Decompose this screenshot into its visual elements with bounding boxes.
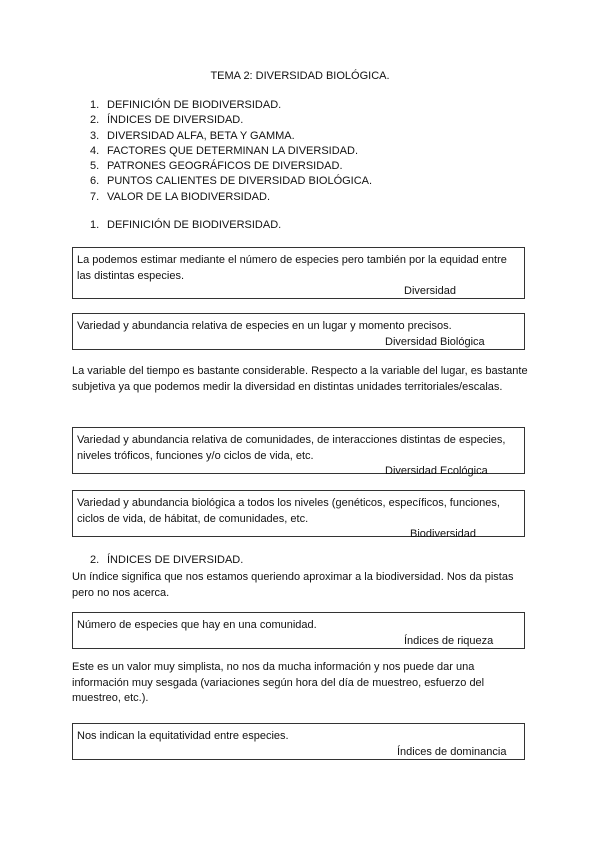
definition-term: Índices de dominancia xyxy=(397,745,507,758)
toc-item: 4. FACTORES QUE DETERMINAN LA DIVERSIDAD. xyxy=(90,144,359,157)
toc-item: 7. VALOR DE LA BIODIVERSIDAD. xyxy=(90,190,271,203)
section-heading-1: 1. DEFINICIÓN DE BIODIVERSIDAD. xyxy=(90,219,282,231)
toc-item: 3. DIVERSIDAD ALFA, BETA Y GAMMA. xyxy=(90,129,295,142)
definition-term: Diversidad xyxy=(404,285,456,297)
document-title: TEMA 2: DIVERSIDAD BIOLÓGICA. xyxy=(210,70,390,82)
section-heading-2: 2. ÍNDICES DE DIVERSIDAD. xyxy=(90,554,244,566)
paragraph: Un índice significa que nos estamos queriendo aproximar a la biodiversidad. Nos da pistas pero no nos acerca. xyxy=(72,571,514,599)
definition-term: Diversidad Biológica xyxy=(385,335,485,348)
paragraph: La variable del tiempo es bastante considerable. Respecto a la variable del lugar, es bastante subjetiva ya que podemos medir la diversidad en distintas unidades territoriales/escalas. xyxy=(72,365,528,393)
definition-text: Número de especies que hay en una comunidad. xyxy=(77,619,317,631)
definition-box-diversidad-ecologica xyxy=(72,427,525,477)
table-of-contents xyxy=(90,98,372,205)
definition-box-biodiversidad xyxy=(72,490,525,540)
definition-text: La podemos estimar mediante el número de especies pero también por la equidad entre las distintas especies. xyxy=(77,254,507,282)
definition-box-indices-riqueza xyxy=(72,612,525,649)
toc-item: 1. DEFINICIÓN DE BIODIVERSIDAD. xyxy=(90,99,282,111)
definition-text: Variedad y abundancia biológica a todos los niveles (genéticos, específicos, funciones, ciclos de vida, de hábitat, de comunidades, etc. xyxy=(77,497,500,525)
definition-box-diversidad xyxy=(72,247,525,299)
toc-item: 2. ÍNDICES DE DIVERSIDAD. xyxy=(90,114,244,127)
definition-term: Biodiversidad xyxy=(410,528,477,540)
definition-text: Variedad y abundancia relativa de comunidades, de interacciones distintas de especies, niveles tróficos, funciones y/o ciclos de vida, etc. xyxy=(77,434,506,462)
paragraph: Este es un valor muy simplista, no nos da mucha información y nos puede dar una información muy sesgada (variaciones según hora del día de muestreo, esfuerzo del muestreo, etc.). xyxy=(72,661,485,704)
toc-item: 6. PUNTOS CALIENTES DE DIVERSIDAD BIOLÓGICA. xyxy=(90,175,373,188)
definition-text: Variedad y abundancia relativa de especies en un lugar y momento precisos. xyxy=(77,320,452,332)
definition-box-indices-dominancia xyxy=(72,723,525,760)
toc-item: 5. PATRONES GEOGRÁFICOS DE DIVERSIDAD. xyxy=(90,160,343,173)
definition-term: Diversidad Ecológica xyxy=(385,465,488,477)
definition-box-diversidad-biologica xyxy=(72,313,525,350)
definition-term: Índices de riqueza xyxy=(404,634,494,647)
definition-text: Nos indican la equitatividad entre especies. xyxy=(77,730,289,742)
